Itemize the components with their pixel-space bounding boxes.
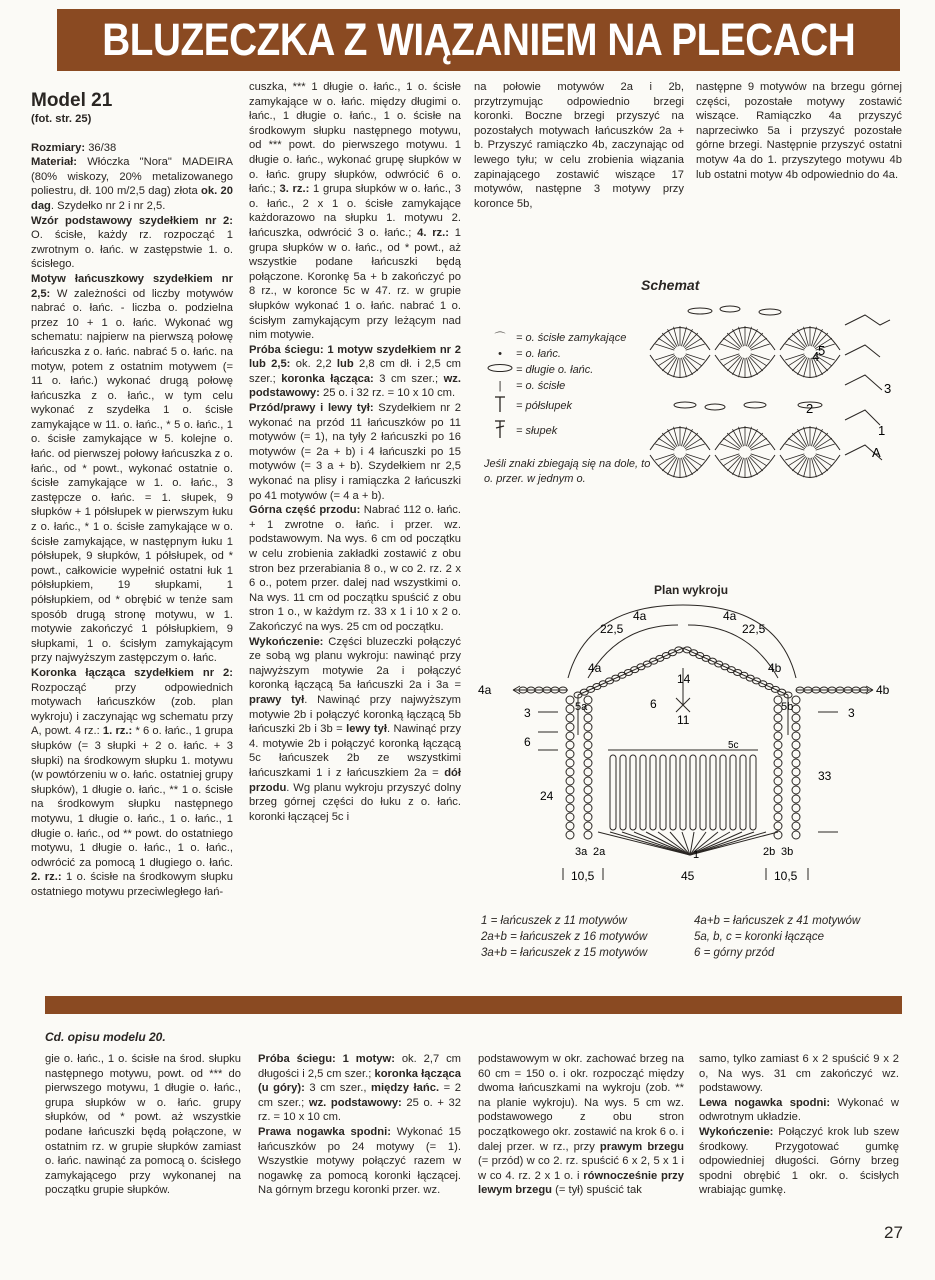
chain-column [730,755,736,830]
joining-lace-paragraph [31,666,233,900]
cont-between-label: między łańc. [371,1082,440,1095]
motif-mark [566,750,574,758]
chain-column [740,755,746,830]
page-number: 27 [884,1223,903,1242]
plan-legend-item: 1 = łańcuszek z 11 motywów [481,915,627,927]
plan-left-3: 3 [524,706,531,720]
motif-mark [792,786,800,794]
plan-bottom-right: 10,5 [774,869,798,883]
stitch-mark [751,354,770,360]
plan-4a-top: 4a [633,609,647,623]
chain-motif-label: Motyw łańcuszkowy szydełkiem nr 2,5: [31,272,233,300]
cont-text: (= przód) w co 2. rz. spuścić 6 x 2, 5 x 1 i w co 4. rz. 2 x 1 o. i [478,1155,684,1182]
plan-dim-6: 6 [650,697,657,711]
right-leg-paragraph [258,1125,461,1198]
stitch-mark [720,344,739,350]
motif-mark [566,732,574,740]
motif-mark [792,831,800,839]
continuation-column-2 [258,1052,461,1198]
stitch-mark [746,427,751,446]
stitch-mark [681,427,686,446]
arc-symbol-icon: ⌒ [494,332,506,344]
sizes-paragraph [31,141,233,156]
motif-mark [584,804,592,812]
stitch-mark [751,454,770,460]
cont-text: podstawowym w okr. zachować brzeg na 60 cm = 150 o. i okr. rozpocząć między dwoma łańcuszkami na wykroju (zob. ** na planie wykroju). Na wys. 5 cm wz. podstawowego z obu stron początkowego okr. zostawić na krok 6 o. i dalej przer. w rz., przy [478,1053,684,1153]
stitch-mark [811,327,816,346]
finishing-text-1: Części bluzeczki połączyć ze sobą wg planu wykroju: nawinąć przy najwyższym motywie 2a i połączyć koronką łączącą 5a łańcuszki 2a i 3a = [249,635,461,692]
stitch-mark [681,327,686,346]
stitch-mark [720,454,739,460]
motif-mark [584,750,592,758]
motif-mark [774,786,782,794]
schemat-title: Schemat [641,277,700,293]
stitch-mark [681,458,686,477]
stitch-mark [739,327,744,346]
front-back-paragraph [249,401,461,503]
half-treble-symbol-icon [484,395,516,418]
schemat-row-5: 5 [818,343,826,358]
schemat-row-a: A [872,445,881,460]
cont-lace-label: koronka łącząca (u góry): [258,1067,461,1095]
finishing-text-2: . Nawinąć przy najwyższym motywie 2b i połączyć koronką łączącą 5b łańcuszki 2b i 3b = [249,693,461,736]
continuation-gauge-paragraph [258,1052,461,1125]
motif-mark [566,813,574,821]
crochet-schematic-diagram [610,295,900,495]
motif-mark [584,786,592,794]
plan-2b: 2b [763,846,776,858]
motif-mark [792,759,800,767]
motif-mark [584,741,592,749]
motif-mark [774,804,782,812]
legend-text: = o. ścisłe [516,380,566,392]
pattern-plan-diagram [478,600,900,890]
right-edge-label: prawym brzegu [599,1140,684,1153]
gauge-text-3: 3 cm szer.; [373,372,444,385]
motif-mark [792,822,800,830]
stitch-mark [785,354,804,360]
stroke-symbol-icon: | [498,380,502,392]
converge-line [610,832,690,855]
stitch-mark [655,454,674,460]
column-1 [31,90,233,899]
stitch-mark [811,427,816,446]
gauge-label: Próba ściegu: 1 motyw szydełkiem nr 2 lub 2,5: [249,343,461,371]
row4-text: 1 grupa słupków w o. łańc., od * powt., aż wszystkie podane łańcuszki będą połączone. Koronkę 5a + b zakończyć po 8 rz., w koronce 5c w 47. rz. w grupie słupków wykonać 1 o. łańc. nabrać 1 o. ścisłym zamykającym przy leżącym nad nim motywie. [249,226,461,342]
lace-continued-text: cuszka, *** 1 długie o. łańc., 1 o. ścisłe zamykające w o. łańc. między długimi o. łańc., 1 długie o. łańc., 1 o. ścisłe na środkowym słupku następnego motywu, od *** powt. do pierwszego motywu. 1 długie o. łańc., wykonać grupę słupków w o. łańc. grupy słupków, odwrócić 6 o. łańc.; [249,81,461,196]
stitch-mark [686,454,705,460]
plan-legend-right [694,913,860,961]
joining-lace-label: Koronka łącząca szydełkiem nr 2: [31,666,233,679]
plan-5c: 5c [728,740,739,751]
finishing-text-3: . Nawinąć przy 4. motywie 2b i połączyć koronką łączącą 5c łańcuszek 2b ze wszystkimi łańcuszkami 1 i z łańcuszkiem 2a = [249,723,461,779]
motif-mark [792,804,800,812]
basic-pattern-label: Wzór podstawowy szydełkiem nr 2: [31,214,233,227]
schemat-row-3: 3 [884,381,892,396]
right-leg-label: Prawa nogawka spodni: [258,1125,391,1138]
legend-text: = o. łańc. [516,348,561,360]
plan-right-33: 33 [818,769,832,783]
cont-text: = 2 cm szer.; [258,1082,461,1109]
material-paragraph [31,155,233,213]
material-hooks: . Szydełko nr 2 i nr 2,5. [50,199,166,212]
material-label: Materiał: [31,156,78,169]
plan-legend-item: 2a+b = łańcuszek z 16 motywów [481,931,648,943]
stitch-mark [739,358,744,377]
plan-side-4b: 4b [876,683,890,697]
legend-row [484,378,626,394]
motif-mark [792,750,800,758]
chain-column [750,755,756,830]
plan-title: Plan wykroju [654,583,729,597]
long-chain-symbol-icon [484,362,516,378]
sizes-value: 36/38 [85,141,117,154]
title-banner [57,9,900,71]
plan-legend-item: 6 = górny przód [694,947,775,959]
motif-mark [774,768,782,776]
plan-bottom-left: 10,5 [571,869,595,883]
motif-mark [774,759,782,767]
row2-label: 2. rz.: [31,871,62,884]
plan-4a-top-right: 4a [723,609,737,623]
section-divider [45,996,902,1014]
right-back-label: prawy tył [249,693,305,706]
legend-row [484,418,626,444]
chain-column [690,755,696,830]
motif-mark [584,831,592,839]
row3-text: 1 grupa słupków w o. łańc., 3 o. łańc., 2 x 1 o. ścisłe zamykające każdorazowo na słupku 1. motywu 2. łańcuszka, odwrócić 3 o. łańc.; [249,183,461,239]
plan-left-6: 6 [524,735,531,749]
left-leg-label: Lewa nogawka spodni: [699,1096,831,1109]
legend-row [484,330,626,346]
legend-text: = półsłupek [516,400,572,412]
cont-text: 3 cm szer., [304,1082,372,1095]
plan-side-4a: 4a [478,683,492,697]
plan-4b-right: 4b [768,661,782,675]
lace-continued-paragraph [249,80,461,343]
motif-mark [584,759,592,767]
stitch-mark [686,444,705,450]
stitch-mark [655,444,674,450]
motif-mark [792,813,800,821]
legend-row [484,362,626,378]
cont-gauge-label: Próba ściegu: 1 motyw: [258,1053,395,1065]
chain-column [610,755,616,830]
plan-3a: 3a [575,846,588,858]
motif-mark [584,795,592,803]
plan-3b: 3b [781,846,794,858]
continuation-heading: Cd. opisu modelu 20. [45,1030,166,1044]
continuation-text-4: samo, tylko zamiast 6 x 2 spuścić 9 x 2 o, Na wys. 31 cm zakończyć wz. podstawowy. [699,1053,899,1095]
motif-mark [792,723,800,731]
continuation-column-4 [699,1052,899,1198]
finishing-text-4: . Wg planu wykroju przyszyć dolny brzeg górnej części do łuku z o. łańc. koronki łączącej 5c i [249,781,461,823]
legend-row [484,346,626,362]
stitch-mark [746,327,751,346]
motif-mark [566,705,574,713]
motif-mark [792,795,800,803]
cont-basic-label: wz. podstawowy: [308,1096,402,1109]
model-name: Model 21 [31,90,113,111]
plan-angle-left: 22,5 [600,622,624,636]
motif-mark [566,804,574,812]
finishing-paragraph [249,635,461,825]
stitch-mark [681,358,686,377]
stitch-mark [804,327,809,346]
cont-finishing-text: Połączyć krok lub szew środkowy. Przygotować gumkę odpowiedniej długości. Górny brzeg spodni obrębić 1 okr. o. ścisłych wrabiając gumkę. [699,1125,899,1197]
legend-note: Jeśli znaki zbiegają się na dole, to o. przer. w jednym o. [484,458,651,485]
motif-mark [566,696,574,704]
motif-mark [584,732,592,740]
row4-label: 4. rz.: [417,226,449,239]
upper-front-paragraph [249,503,461,634]
motif-mark [774,750,782,758]
left-back-label: lewy tył [346,723,387,736]
chain-column [630,755,636,830]
motif-mark [566,831,574,839]
motif-mark [584,777,592,785]
stitch-mark [816,444,835,450]
plan-4a-left: 4a [588,661,602,675]
motif-mark [566,786,574,794]
gauge-lace-label: koronka łącząca: [281,372,374,385]
plan-2a: 2a [593,846,606,858]
schemat-row-1: 1 [878,423,886,438]
cont-finishing-paragraph [699,1125,899,1198]
schemat-row-2: 2 [806,401,814,416]
finishing-label: Wykończenie: [249,635,324,648]
left-leg-paragraph [699,1096,899,1125]
front-back-text: Szydełkiem nr 2 wykonać na przód 11 łańcuszków po 11 motywów (= 1), na tyły 2 łańcuszki po 16 motywów (= 2a + b) i 4 łańcuszki po 15 motywów (= 3 a + b). Szydełkiem nr 2,5 wykonać na plisy i ramiączka 2 łańcuszki po 41 motywów (= 4 a + b). [249,402,461,502]
motif-mark [792,768,800,776]
stitch-mark [751,444,770,450]
motif-mark [774,795,782,803]
front-bottom-label: dół przodu [249,766,461,794]
stitch-mark [804,358,809,377]
motif-mark [584,813,592,821]
stitch-mark [804,427,809,446]
continuation-column-1 [45,1052,241,1198]
column-2 [249,80,461,824]
stitch-mark [674,327,679,346]
stitch-mark [655,344,674,350]
stitch-mark [674,458,679,477]
plan-legend-left [481,913,647,961]
cont-finishing-label: Wykończenie: [699,1125,774,1138]
legend-text: = długie o. łańc. [516,364,594,376]
plan-legend-item: 3a+b = łańcuszek z 15 motywów [481,947,648,959]
schemat-row-4: 4 [812,349,820,364]
stitch-mark [785,344,804,350]
symbol-legend [484,330,626,444]
stitch-mark [816,454,835,460]
stitch-mark [746,458,751,477]
chain-column [710,755,716,830]
motif-mark [774,714,782,722]
row2-text: 1 o. ścisłe na środkowym słupku ostatniego motywu przeciwległego łań- [31,871,233,898]
stitch-mark [720,444,739,450]
plan-left-24: 24 [540,789,554,803]
row1-text: * 6 o. łańc., 1 grupa słupków (= 3 słupki + 2 o. łańc. + 3 słupki) na środkowym słupku 1. motywu (w powtórzeniu w o. łańc. ostatniej grupy słupków), 1 długie o. łańc., ** 1 o. ścisłe na środkowym słupku następnego motywu, 1 długie o. łańc., 1 o. łańc., 1 długie o. łańc., od ** powt. do ostatniego motywu, 1 długie o. łańc., 1 o. łańc., odwrócić za pomocą 1 długiego o. łańc. [31,725,233,869]
chain-column [700,755,706,830]
plan-legend-item: 5a, b, c = koronki łączące [694,931,825,943]
motif-mark [566,759,574,767]
chain-column [670,755,676,830]
chain-column [660,755,666,830]
motif-mark [566,795,574,803]
continuation-column-3 [478,1052,684,1198]
treble-symbol-icon [484,419,516,444]
front-back-label: Przód/prawy i lewy tył: [249,402,374,415]
material-amount: ok. 20 dag [31,185,233,212]
gauge-text-2: 2,8 cm dł. i 2,5 cm szer.; [249,358,461,385]
stitch-mark [686,344,705,350]
plan-right-3: 3 [848,706,855,720]
column-3 [474,80,684,211]
plan-dim-11: 11 [677,713,690,727]
plan-bottom-center: 45 [681,869,695,883]
motif-mark [566,714,574,722]
chain-column [650,755,656,830]
chain-column [620,755,626,830]
motif-mark [774,732,782,740]
chain-motif-text: W zależności od liczby motywów nabrać o. łańc. - liczba o. podzielna przez 10 + 1 o. łańc. Wykonać wg schematu: najpierw na pierwszą połowę łańcuszka z o. łańc. nabrać 5 o. łańc. na motyw, potem z ostatnim motywem (= 11 o. łańc.) wykonać drugą połowę łańcuszka z o. łańc., w tym celu wykonać z szydełka 1 o. ścisłe zamykające w 11. o. łańc., * 5 o. łańc., 1 o. ścisłe zamykające w 5. kolejne o. łańc. od pierwszej połowy łańcuszka z o. łańc., od * powt., wykonać ostatnie o. ścisłe zamykające w 1. o. łańc., 3 zastępcze o. łańc. = 1. słupek, 9 słupków + 1 półsłupek w pierwszym łuku z o. łańc., * 1 o. ścisłe zamykające w o. ścisłe zamykające, w następnym łuku 1 półsłupek, 9 słupków, 1 półsłupek, od * powt., całkowicie wypełnić ostatni łuk 1 półsłupkiem, 19 słupkami, 1 półsłupkiem, od * obrębić w tenże sam sposób drugą stronę motywu, w 1. motywie zakończyć 1 półsłupkiem, 9 słupkami, 1 o. ścisłym zamykającym przy najwyższym zastępczym o. łańc. [31,287,233,665]
material-text: Włóczka "Nora" MADEIRA (80% wiskozy, 20% metalizowanego poliestru, dł. 100 m/2,5 dag) złota [31,156,233,198]
motif-mark [566,741,574,749]
converge-line [690,832,754,855]
stitch-mark [739,427,744,446]
gauge-paragraph [249,343,461,401]
stitch-mark [785,444,804,450]
row1-label: 1. rz.: [102,725,133,738]
stitch-mark [720,354,739,360]
cont-text: ok. 2,7 cm długości i 2,5 cm szer.; [258,1053,462,1080]
motif-mark [566,777,574,785]
legend-text: = słupek [516,425,558,437]
stitch-mark [674,358,679,377]
stitch-mark [674,427,679,446]
motif-mark [566,723,574,731]
cont-text: (= tył) spuścić tak [551,1184,642,1197]
motif-mark [584,714,592,722]
upper-front-label: Górna część przodu: [249,504,361,517]
column-3-text: na połowie motywów 2a i 2b, przytrzymując odpowiednio brzegi koronki. Boczne brzegi przyszyć na pozostałych motywach łańcuszków 2a + b. Przyszyć ramiączko 4b, zaczynając od lewego tyłu; w celu zrobienia wiązania zapinającego zostawić wiszące 17 motywów, następne 3 motywy przy koronce 5b, [474,81,684,210]
motif-mark [584,723,592,731]
continuation-paragraph-3 [478,1052,684,1198]
legend-text: = o. ścisłe zamykające [516,332,627,344]
stitch-mark [751,344,770,350]
upper-front-text: Nabrać 112 o. łańc. + 1 zwrotne o. łańc. i przer. wz. podstawowym. Na wys. 6 cm od początku w celu zrobienia zakładki zostawić z obu stron bez przerabiania 8 o., w co 2. rz. 2 x 6 o., potem przer. dalej nad wszystkimi o. Na wys. 11 cm od początku spuścić z obu stron 1 o., w każdym rz. 33 x 1 i 10 x 2 o. Zakończyć na wys. 25 cm od początku. [249,504,462,633]
chain-column [720,755,726,830]
model-ref: (fot. str. 25) [31,113,92,125]
legend-row [484,394,626,418]
cont-text: 25 o. + 32 rz. = 10 x 10 cm. [258,1096,462,1124]
column-4 [696,80,902,182]
chain-motif-paragraph [31,272,233,666]
gauge-text-4: 25 o. i 32 rz. = 10 x 10 cm. [319,387,456,400]
motif-mark [792,732,800,740]
dot-symbol-icon: • [498,348,502,360]
motif-mark [774,777,782,785]
plan-dim-14: 14 [677,672,691,686]
gauge-or: lub [336,358,354,371]
column-4-text: następne 9 motywów na brzegu górnej części, pozostałe motywy zostawić wiszące. Ramiączko 4a przyszyć naprzeciwko 5a i przyszyć pozostałe górne brzegi. Następnie przyszyć ostatni motyw 4a do 1. przyszytego motywu 4b lub ostatni motyw 4b odpowiednio do 4a. [696,81,902,181]
motif-mark [774,723,782,731]
plan-5a: 5a [575,701,588,713]
plan-5b: 5b [781,701,794,713]
basic-pattern-text: O. ścisłe, każdy rz. rozpocząć 1 zwrotnym o. łańc. w zastępstwie 1. o. ścisłego. [31,229,233,271]
chain-column [680,755,686,830]
stitch-mark [739,458,744,477]
stitch-mark [655,354,674,360]
basic-pattern-paragraph [31,214,233,272]
motif-mark [792,741,800,749]
stitch-mark [804,458,809,477]
stitch-mark [811,458,816,477]
motif-mark [792,777,800,785]
motif-mark [792,714,800,722]
plan-legend-item: 4a+b = łańcuszek z 41 motywów [694,915,861,927]
stitch-mark [746,358,751,377]
motif-mark [566,822,574,830]
left-edge-label: równocześnie przy lewym brzegu [478,1169,684,1197]
continuation-text-1: gie o. łańc., 1 o. ścisłe na środ. słupku następnego motywu, powt. od *** do pierwszego motywu, 1 długie o. łańc., grupa słupków w o. łańc. grupy słupków, od * powt. aż wszystkie podane łańcuszki będą połączone, w ostatnim rz. w grupie słupków zamiast o. łańc. nawinąć za pomocą o. ścisłego zamykającego przy wykonanej na początku grupie słupków. [45,1053,241,1197]
motif-mark [566,768,574,776]
gauge-text-1: ok. 2,2 [290,358,337,371]
motif-mark [774,813,782,821]
sizes-label: Rozmiary: [31,141,86,154]
chain-column [640,755,646,830]
stitch-mark [785,454,804,460]
motif-mark [774,741,782,749]
motif-mark [584,822,592,830]
motif-mark [774,822,782,830]
stitch-mark [686,354,705,360]
left-leg-text: Wykonać w odwrotnym układzie. [699,1096,899,1124]
joining-lace-text: Rozpocząć przy odpowiednich motywach łańcuszków (zob. plan wykroju) i zaczynając wg schematu przy A, powt. 4 rz.: [31,681,233,738]
page-title: BLUZECZKA Z WIĄZANIEM NA PLECACH [101,14,856,65]
gauge-basic-label: wz. podstawowy: [249,372,461,400]
right-leg-text: Wykonać 15 łańcuszków po 24 motywy (= 1). Wszystkie motywy połączyć razem w nogawkę za pomocą koronki łączącej. Na górnym brzegu koronki przer. wz. [258,1125,461,1197]
plan-1: 1 [693,849,700,861]
row3-label: 3. rz.: [279,183,310,196]
plan-angle-right: 22,5 [742,622,766,636]
motif-mark [584,768,592,776]
